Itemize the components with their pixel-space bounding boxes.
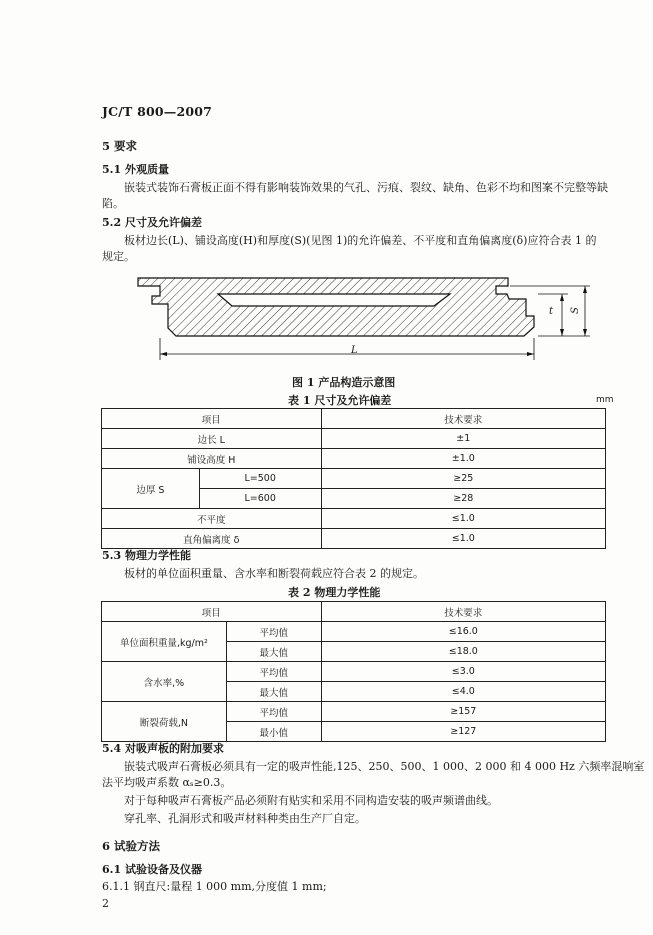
table-2-caption: 表 2 物理力学性能 xyxy=(288,586,381,599)
table-row xyxy=(102,409,606,429)
table-1-unit: mm xyxy=(596,395,614,405)
table-cell: ≤16.0 xyxy=(321,622,605,642)
table-row xyxy=(102,529,606,549)
section-6-1-title: 6.1 试验设备及仪器 xyxy=(102,863,202,876)
table-row xyxy=(102,449,606,469)
page-number: 2 xyxy=(102,897,109,910)
table-cell: ±1.0 xyxy=(321,449,605,469)
standard-code: JC/T 800—2007 xyxy=(102,104,213,119)
figure-label-L: L xyxy=(351,345,358,356)
figure-1-diagram xyxy=(130,272,600,372)
table-cell: ≥28 xyxy=(321,489,605,509)
table-1-head-item: 项目 xyxy=(102,409,322,429)
figure-label-S: S xyxy=(569,307,581,314)
table-cell: 直角偏离度 δ xyxy=(102,529,322,549)
section-5-4-text-line3: 对于每种吸声石膏板产品必须附有贴实和采用不同构造安装的吸声频谱曲线。 xyxy=(124,794,498,807)
table-cell: 含水率,% xyxy=(102,662,227,702)
table-cell: ±1 xyxy=(321,429,605,449)
section-6-1-1-text: 6.1.1 钢直尺:量程 1 000 mm,分度值 1 mm; xyxy=(102,880,327,893)
table-row xyxy=(102,662,606,682)
section-5-1-title: 5.1 外观质量 xyxy=(102,163,169,176)
table-1-head-req: 技术要求 xyxy=(321,409,605,429)
table-cell: ≤1.0 xyxy=(321,529,605,549)
table-2-head-item: 项目 xyxy=(102,602,322,622)
table-cell: 不平度 xyxy=(102,509,322,529)
table-cell: L=600 xyxy=(199,489,321,509)
table-row xyxy=(102,622,606,642)
figure-label-t: t xyxy=(549,306,554,317)
table-cell: ≤18.0 xyxy=(321,642,605,662)
table-cell: ≤1.0 xyxy=(321,509,605,529)
table-row xyxy=(102,702,606,722)
table-cell: ≥25 xyxy=(321,469,605,489)
section-5-3-text: 板材的单位面积重量、含水率和断裂荷载应符合表 2 的规定。 xyxy=(124,567,424,580)
table-cell: ≥157 xyxy=(321,702,605,722)
section-5-title: 5 要求 xyxy=(102,139,138,153)
table-row xyxy=(102,509,606,529)
table-cell: ≥127 xyxy=(321,722,605,742)
table-1-caption: 表 1 尺寸及允许偏差 xyxy=(288,394,392,407)
section-5-2-title: 5.2 尺寸及允许偏差 xyxy=(102,216,202,229)
table-cell: ≤3.0 xyxy=(321,662,605,682)
section-5-4-title: 5.4 对吸声板的附加要求 xyxy=(102,742,224,755)
section-5-4-text-line1: 嵌装式吸声石膏板必须具有一定的吸声性能,125、250、500、1 000、2 000 和 4 000 Hz 六频率混响室 xyxy=(124,760,645,773)
table-2-head-req: 技术要求 xyxy=(321,602,605,622)
table-cell: L=500 xyxy=(199,469,321,489)
table-row xyxy=(102,469,606,489)
section-5-3-title: 5.3 物理力学性能 xyxy=(102,549,191,562)
section-5-1-text-line2: 陷。 xyxy=(102,197,124,210)
table-cell: 最大值 xyxy=(226,642,321,662)
table-cell: 最小值 xyxy=(226,722,321,742)
table-row xyxy=(102,429,606,449)
figure-1-caption: 图 1 产品构造示意图 xyxy=(292,376,396,389)
table-cell: 平均值 xyxy=(226,702,321,722)
section-5-2-text-line1: 板材边长(L)、铺设高度(H)和厚度(S)(见图 1)的允许偏差、不平度和直角偏离度(δ)应符合表 1 的 xyxy=(124,234,597,247)
section-6-title: 6 试验方法 xyxy=(102,839,161,853)
table-cell: 边长 L xyxy=(102,429,322,449)
table-cell: 平均值 xyxy=(226,622,321,642)
table-cell: 边厚 S xyxy=(102,469,200,509)
table-2 xyxy=(101,601,606,742)
section-5-1-text-line1: 嵌装式装饰石膏板正面不得有影响装饰效果的气孔、污痕、裂纹、缺角、色彩不均和图案不完整等缺 xyxy=(124,181,608,194)
section-5-4-text-line2: 法平均吸声系数 αₛ≥0.3。 xyxy=(102,776,232,789)
section-5-4-text-line4: 穿孔率、孔洞形式和吸声材料种类由生产厂自定。 xyxy=(124,812,366,825)
table-1 xyxy=(101,408,606,549)
table-row xyxy=(102,602,606,622)
table-cell: 单位面积重量,kg/m² xyxy=(102,622,227,662)
table-cell: 最大值 xyxy=(226,682,321,702)
table-cell: 铺设高度 H xyxy=(102,449,322,469)
section-5-2-text-line2: 规定。 xyxy=(102,250,135,263)
table-cell: 断裂荷载,N xyxy=(102,702,227,742)
table-cell: ≤4.0 xyxy=(321,682,605,702)
table-cell: 平均值 xyxy=(226,662,321,682)
